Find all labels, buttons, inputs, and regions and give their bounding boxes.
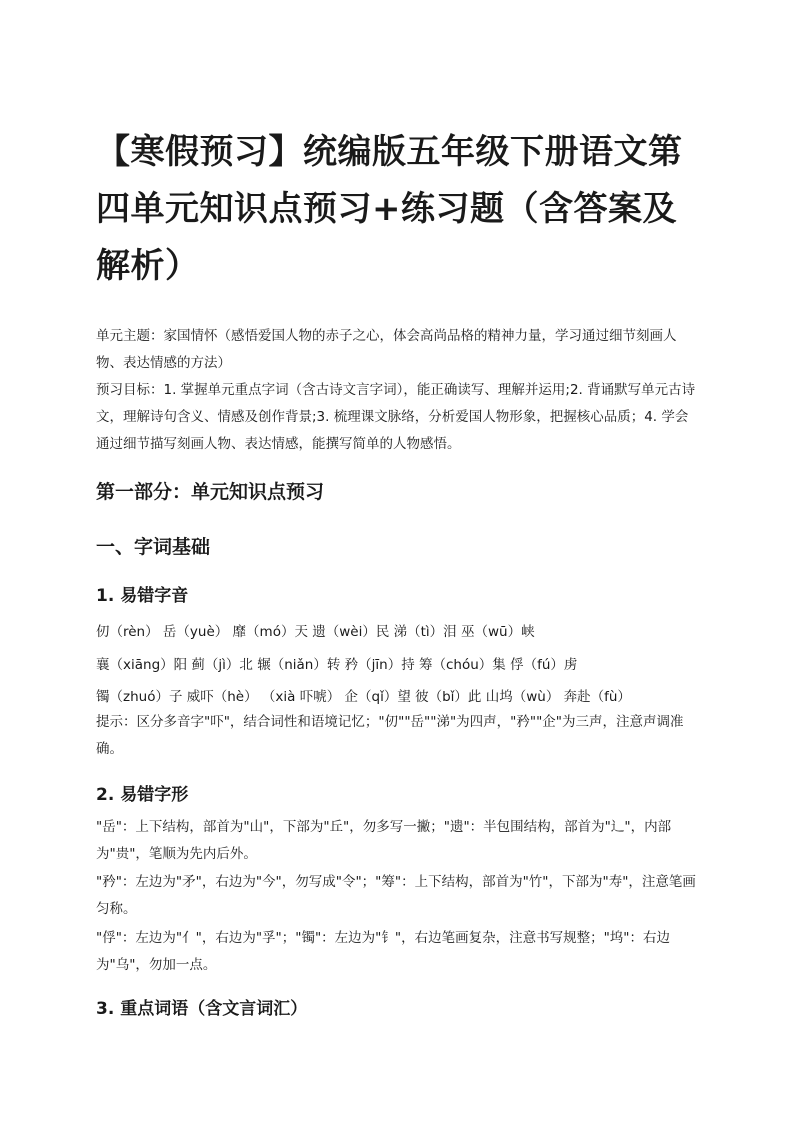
pronunciation-line: 仞（rèn） 岳（yuè） 靡（mó）天 遗（wèi）民 涕（tì）泪 巫（wū）峡 [96, 624, 535, 640]
pronunciation-heading: 1. 易错字音 [96, 586, 189, 606]
pronunciation-line: 襄（xiāng）阳 蓟（jì）北 辗（niǎn）转 矜（jīn）持 筹（chóu）集 俘（fú）虏 [96, 657, 578, 673]
part-one-heading: 第一部分：单元知识点预习 [96, 481, 325, 503]
character-shape-heading: 2. 易错字形 [96, 785, 189, 805]
section-vocabulary-heading: 一、字词基础 [96, 536, 211, 558]
preview-goals-paragraph: 预习目标：1. 掌握单元重点字词（含古诗文言字词），能正确读写、理解并运用;2. 背诵默写单元古诗文，理解诗句含义、情感及创作背景;3. 梳理课文脉络，分析爱国人物形象，把握核心品质；4. 学会通过细节描写刻画人物、表达情感，能撰写简单的人物感悟。 [96, 382, 696, 452]
unit-theme-paragraph: 单元主题：家国情怀（感悟爱国人物的赤子之心，体会高尚品格的精神力量，学习通过细节刻画人物、表达情感的方法） [96, 328, 677, 371]
pronunciation-tip: 提示：区分多音字"吓"，结合词性和语境记忆；"仞""岳""涕"为四声，"矜""企"为三声，注意声调准确。 [96, 714, 684, 757]
document-title: 【寒假预习】统编版五年级下册语文第四单元知识点预习+练习题（含答案及解析） [96, 132, 683, 286]
pronunciation-line: 镯（zhuó）子 威吓（hè） （xià 吓唬） 企（qǐ）望 彼（bǐ）此 山坞（wù） 奔赴（fù） [96, 689, 631, 705]
character-shape-paragraph: "岳"：上下结构，部首为"山"，下部为"丘"，勿多写一撇；"遗"：半包围结构，部首为"辶"，内部为"贵"，笔顺为先内后外。 [96, 819, 672, 862]
key-words-heading: 3. 重点词语（含文言词汇） [96, 999, 308, 1019]
character-shape-paragraph: "矜"：左边为"矛"，右边为"今"，勿写成"令"；"筹"：上下结构，部首为"竹"，下部为"寿"，注意笔画匀称。 [96, 874, 696, 917]
character-shape-paragraph: "俘"：左边为"亻"，右边为"孚"；"镯"：左边为"钅"，右边笔画复杂，注意书写规整；"坞"：右边为"乌"，勿加一点。 [96, 930, 671, 973]
